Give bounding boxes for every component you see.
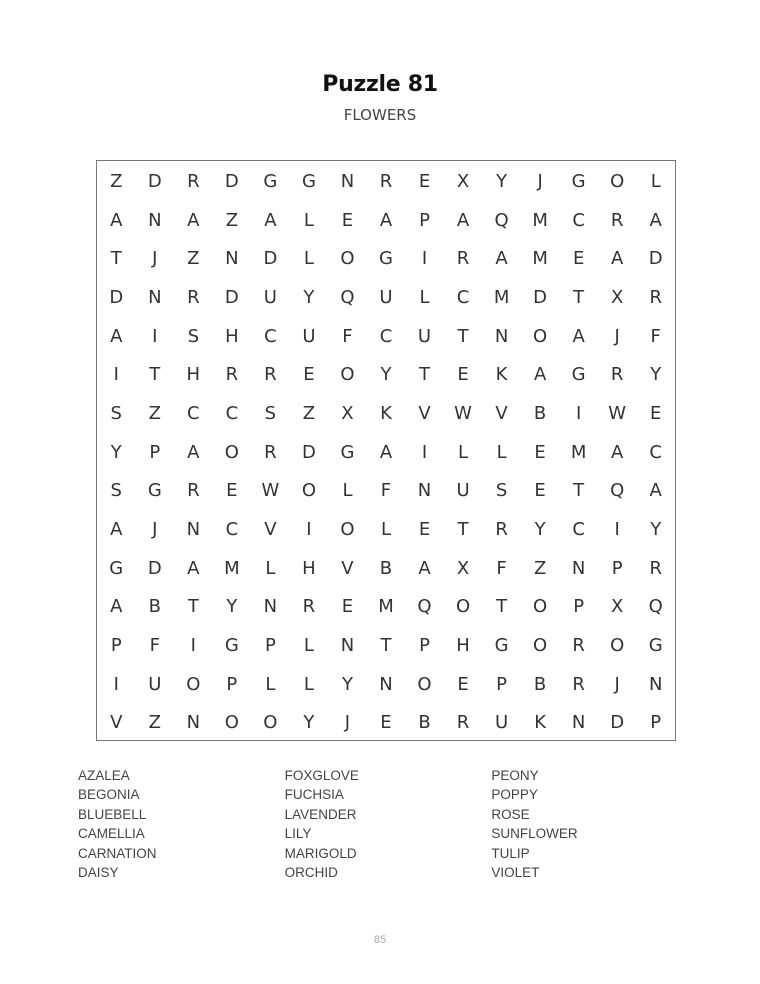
grid-cell[interactable]: R: [456, 712, 470, 734]
grid-cell[interactable]: U: [302, 325, 316, 347]
grid-cell[interactable]: G: [263, 170, 278, 192]
grid-cell[interactable]: O: [455, 596, 471, 618]
grid-cell[interactable]: L: [650, 170, 661, 192]
grid-cell[interactable]: Z: [225, 209, 239, 231]
grid-cell[interactable]: A: [110, 596, 123, 618]
grid-cell[interactable]: Y: [341, 673, 353, 695]
grid-cell[interactable]: P: [496, 673, 507, 695]
grid-cell[interactable]: N: [571, 712, 586, 734]
grid-cell[interactable]: S: [110, 480, 122, 502]
grid-cell[interactable]: F: [380, 480, 392, 502]
grid-cell[interactable]: B: [148, 596, 161, 618]
grid-cell[interactable]: Y: [380, 364, 392, 386]
grid-cell[interactable]: E: [380, 712, 392, 734]
grid-cell[interactable]: S: [187, 325, 200, 347]
grid-cell[interactable]: A: [379, 209, 393, 231]
grid-cell[interactable]: R: [649, 286, 662, 308]
grid-cell[interactable]: O: [340, 248, 355, 270]
grid-cell[interactable]: E: [457, 364, 469, 386]
grid-cell[interactable]: M: [532, 248, 548, 270]
grid-cell[interactable]: D: [109, 286, 124, 308]
grid-cell[interactable]: G: [379, 248, 393, 270]
word-list-item: SUNFLOWER: [491, 826, 578, 842]
grid-row: [97, 626, 675, 665]
grid-cell[interactable]: X: [456, 557, 470, 579]
grid-cell[interactable]: I: [575, 402, 582, 424]
grid-cell[interactable]: N: [340, 635, 355, 657]
grid-cell[interactable]: N: [225, 248, 239, 270]
word-list-item: LAVENDER: [284, 806, 357, 822]
page-number: 85: [373, 934, 387, 946]
grid-cell[interactable]: I: [152, 325, 158, 347]
grid-cell[interactable]: B: [533, 673, 547, 695]
grid-cell[interactable]: T: [496, 596, 508, 618]
grid-cell[interactable]: R: [379, 170, 393, 192]
grid-cell[interactable]: E: [650, 402, 662, 424]
grid-cell[interactable]: N: [571, 557, 586, 579]
grid-cell[interactable]: Y: [110, 441, 122, 463]
grid-cell[interactable]: R: [225, 364, 239, 386]
grid-cell[interactable]: T: [573, 480, 585, 502]
grid-cell[interactable]: R: [264, 364, 277, 386]
grid-cell[interactable]: P: [419, 209, 430, 231]
grid-cell[interactable]: Q: [494, 209, 509, 231]
grid-cell[interactable]: L: [303, 673, 314, 695]
grid-cell[interactable]: X: [611, 596, 624, 618]
grid-cell[interactable]: H: [302, 557, 316, 579]
grid-cell[interactable]: Y: [496, 170, 508, 192]
grid-cell[interactable]: T: [573, 286, 585, 308]
grid-cell[interactable]: U: [456, 480, 470, 502]
grid-cell[interactable]: N: [379, 673, 393, 695]
grid-cell[interactable]: R: [187, 286, 200, 308]
grid-cell[interactable]: L: [303, 209, 314, 231]
grid-cell[interactable]: V: [264, 519, 277, 541]
grid-cell[interactable]: Y: [226, 596, 238, 618]
word-list-item: BLUEBELL: [78, 806, 147, 822]
grid-cell[interactable]: A: [379, 441, 393, 463]
grid-cell[interactable]: Z: [187, 248, 200, 270]
grid-cell[interactable]: M: [570, 441, 587, 463]
grid-cell[interactable]: L: [342, 480, 353, 502]
grid-cell[interactable]: T: [457, 519, 469, 541]
grid-cell[interactable]: M: [224, 557, 240, 579]
grid-cell[interactable]: R: [187, 170, 200, 192]
grid-row: [97, 433, 675, 472]
word-list-column: [285, 766, 492, 882]
grid-cell[interactable]: W: [454, 402, 472, 424]
word-list-item: POPPY: [491, 787, 538, 803]
grid-cell[interactable]: Y: [303, 286, 315, 308]
grid-cell[interactable]: G: [571, 170, 586, 192]
grid-cell[interactable]: I: [113, 673, 119, 695]
grid-cell[interactable]: D: [610, 712, 625, 734]
grid-cell[interactable]: T: [149, 364, 161, 386]
grid-cell[interactable]: D: [648, 248, 663, 270]
grid-cell[interactable]: R: [649, 557, 662, 579]
grid-cell[interactable]: C: [572, 209, 585, 231]
grid-cell[interactable]: R: [495, 519, 508, 541]
grid-cell[interactable]: Y: [650, 519, 662, 541]
grid-cell[interactable]: E: [303, 364, 315, 386]
word-list-item: LILY: [284, 826, 312, 842]
grid-cell[interactable]: O: [610, 170, 625, 192]
grid-cell[interactable]: P: [573, 596, 585, 618]
grid-row: [97, 704, 675, 743]
grid-cell[interactable]: J: [537, 170, 543, 192]
grid-cell[interactable]: D: [533, 286, 548, 308]
grid-cell[interactable]: L: [303, 248, 314, 270]
word-list-item: BEGONIA: [78, 787, 140, 803]
grid-cell[interactable]: E: [418, 519, 431, 541]
grid-cell[interactable]: W: [261, 480, 280, 502]
word-list-column: [491, 766, 698, 882]
grid-cell[interactable]: E: [226, 480, 238, 502]
grid-cell[interactable]: O: [186, 673, 201, 695]
grid-cell[interactable]: Z: [533, 557, 547, 579]
grid-cell[interactable]: A: [187, 209, 200, 231]
puzzle-subtitle: FLOWERS: [343, 106, 417, 124]
grid-cell[interactable]: L: [265, 673, 276, 695]
grid-cell[interactable]: B: [533, 402, 547, 424]
grid-cell[interactable]: A: [110, 325, 123, 347]
grid-cell[interactable]: Y: [303, 712, 315, 734]
grid-cell[interactable]: F: [496, 557, 507, 579]
grid-cell[interactable]: E: [341, 596, 354, 618]
grid-cell[interactable]: P: [110, 635, 122, 657]
grid-cell[interactable]: S: [264, 402, 277, 424]
grid-row: [97, 394, 675, 433]
grid-cell[interactable]: L: [380, 519, 391, 541]
grid-cell[interactable]: M: [378, 596, 394, 618]
grid-cell[interactable]: A: [187, 557, 200, 579]
grid-cell[interactable]: V: [341, 557, 354, 579]
grid-cell[interactable]: P: [264, 635, 276, 657]
word-list-item: CAMELLIA: [78, 826, 145, 842]
grid-cell[interactable]: P: [611, 557, 623, 579]
grid-cell[interactable]: D: [147, 557, 162, 579]
grid-cell[interactable]: L: [458, 441, 469, 463]
grid-cell[interactable]: N: [148, 286, 162, 308]
grid-cell[interactable]: J: [614, 673, 620, 695]
grid-cell[interactable]: D: [224, 170, 239, 192]
grid-cell[interactable]: N: [148, 209, 162, 231]
grid-cell[interactable]: N: [263, 596, 278, 618]
grid-row: [97, 665, 675, 704]
word-list-item: CARNATION: [78, 845, 157, 861]
word-list-item: AZALEA: [78, 768, 130, 783]
grid-cell[interactable]: R: [302, 596, 316, 618]
grid-cell[interactable]: G: [224, 635, 239, 657]
grid-cell[interactable]: F: [342, 325, 353, 347]
grid-cell[interactable]: A: [649, 209, 662, 231]
grid-cell[interactable]: P: [650, 712, 662, 734]
grid-cell[interactable]: N: [494, 325, 509, 347]
grid-cell[interactable]: G: [571, 364, 586, 386]
grid-cell[interactable]: O: [533, 635, 548, 657]
grid-row: [97, 472, 675, 511]
grid-cell[interactable]: T: [187, 596, 199, 618]
grid-cell[interactable]: V: [110, 712, 123, 734]
grid-cell[interactable]: I: [421, 248, 428, 270]
grid-cell[interactable]: C: [225, 519, 239, 541]
grid-cell[interactable]: E: [534, 441, 546, 463]
word-list-item: TULIP: [491, 845, 530, 861]
grid-cell[interactable]: C: [225, 402, 239, 424]
grid-cell[interactable]: T: [110, 248, 122, 270]
grid-cell[interactable]: G: [340, 441, 355, 463]
grid-cell[interactable]: J: [152, 248, 158, 270]
grid-cell[interactable]: A: [110, 519, 123, 541]
grid-cell[interactable]: I: [421, 441, 428, 463]
grid-cell[interactable]: A: [187, 441, 200, 463]
grid-row: [97, 588, 675, 627]
grid-cell[interactable]: Z: [148, 402, 161, 424]
grid-cell[interactable]: R: [572, 635, 585, 657]
grid-cell[interactable]: U: [379, 286, 393, 308]
grid-cell[interactable]: I: [190, 635, 196, 657]
grid-cell[interactable]: F: [650, 325, 661, 347]
grid-cell[interactable]: A: [611, 248, 624, 270]
word-list-item: FUCHSIA: [284, 787, 344, 803]
grid-cell[interactable]: L: [496, 441, 507, 463]
grid-row: [97, 201, 675, 240]
grid-cell[interactable]: R: [264, 441, 277, 463]
word-list-item: DAISY: [78, 864, 119, 880]
grid-cell[interactable]: A: [264, 209, 277, 231]
grid-cell[interactable]: Y: [534, 519, 546, 541]
grid-cell[interactable]: K: [380, 402, 392, 424]
grid-cell[interactable]: C: [379, 325, 393, 347]
grid-cell[interactable]: G: [301, 170, 316, 192]
grid-cell[interactable]: V: [495, 402, 508, 424]
grid-cell[interactable]: O: [533, 596, 548, 618]
grid-row: [97, 239, 675, 278]
grid-cell[interactable]: J: [614, 325, 620, 347]
grid-cell[interactable]: P: [419, 635, 430, 657]
grid-cell[interactable]: Q: [417, 596, 432, 618]
grid-cell[interactable]: A: [611, 441, 624, 463]
grid-cell[interactable]: E: [457, 673, 469, 695]
grid-cell[interactable]: E: [534, 480, 546, 502]
grid-cell[interactable]: N: [186, 712, 201, 734]
grid-cell[interactable]: Z: [302, 402, 316, 424]
grid-cell[interactable]: G: [109, 557, 124, 579]
word-list-item: MARIGOLD: [284, 845, 357, 861]
grid-row: [97, 162, 675, 201]
grid-cell[interactable]: A: [110, 209, 123, 231]
grid-cell[interactable]: G: [494, 635, 509, 657]
grid-cell[interactable]: R: [610, 209, 624, 231]
grid-cell[interactable]: C: [456, 286, 470, 308]
grid-cell[interactable]: N: [648, 673, 663, 695]
grid-cell[interactable]: N: [417, 480, 432, 502]
grid-cell[interactable]: O: [340, 519, 355, 541]
grid-cell[interactable]: N: [340, 170, 355, 192]
grid-cell[interactable]: A: [572, 325, 585, 347]
grid-cell[interactable]: E: [341, 209, 354, 231]
grid-cell[interactable]: H: [225, 325, 239, 347]
grid-cell[interactable]: X: [341, 402, 354, 424]
grid-cell[interactable]: O: [533, 325, 548, 347]
grid-cell[interactable]: O: [340, 364, 355, 386]
word-search-grid: [96, 160, 676, 741]
grid-cell[interactable]: O: [417, 673, 432, 695]
grid-cell[interactable]: A: [649, 480, 662, 502]
word-list-item: FOXGLOVE: [284, 768, 359, 783]
grid-cell[interactable]: R: [610, 364, 624, 386]
grid-cell[interactable]: X: [456, 170, 470, 192]
grid-row: [97, 317, 675, 356]
grid-cell[interactable]: U: [263, 286, 277, 308]
grid-cell[interactable]: Z: [148, 712, 161, 734]
grid-cell[interactable]: D: [301, 441, 316, 463]
grid-cell[interactable]: T: [380, 635, 392, 657]
grid-cell[interactable]: C: [649, 441, 662, 463]
grid-cell[interactable]: L: [265, 557, 276, 579]
word-list: [78, 766, 698, 882]
grid-row: [97, 355, 675, 394]
grid-cell[interactable]: C: [572, 519, 585, 541]
grid-row: [97, 549, 675, 588]
grid-cell[interactable]: D: [147, 170, 162, 192]
grid-cell[interactable]: P: [226, 673, 238, 695]
grid-cell[interactable]: Q: [648, 596, 663, 618]
grid-cell[interactable]: X: [611, 286, 624, 308]
grid-cell[interactable]: F: [149, 635, 160, 657]
grid-cell[interactable]: T: [419, 364, 431, 386]
grid-cell[interactable]: Y: [650, 364, 662, 386]
word-list-item: VIOLET: [491, 864, 540, 880]
word-list-item: ROSE: [491, 806, 530, 822]
grid-cell[interactable]: Z: [110, 170, 123, 192]
grid-cell[interactable]: Q: [340, 286, 355, 308]
grid-cell[interactable]: I: [306, 519, 312, 541]
grid-row: [97, 510, 675, 549]
puzzle-title: Puzzle 81: [322, 72, 438, 97]
grid-cell[interactable]: L: [419, 286, 430, 308]
grid-cell[interactable]: C: [187, 402, 200, 424]
grid-cell[interactable]: J: [152, 519, 158, 541]
grid-cell[interactable]: S: [110, 402, 122, 424]
grid-cell[interactable]: A: [456, 209, 470, 231]
grid-cell[interactable]: R: [187, 480, 200, 502]
grid-cell[interactable]: G: [648, 635, 663, 657]
grid-cell[interactable]: P: [149, 441, 161, 463]
grid-cell[interactable]: Q: [610, 480, 625, 502]
grid-cell[interactable]: I: [614, 519, 620, 541]
grid-cell[interactable]: K: [534, 712, 547, 734]
grid-cell[interactable]: N: [186, 519, 201, 541]
grid-cell[interactable]: U: [417, 325, 432, 347]
grid-cell[interactable]: K: [495, 364, 508, 386]
grid-cell[interactable]: D: [263, 248, 278, 270]
word-list-item: ORCHID: [284, 864, 338, 880]
grid-cell[interactable]: O: [301, 480, 316, 502]
grid-cell[interactable]: U: [494, 712, 509, 734]
grid-cell[interactable]: G: [147, 480, 162, 502]
word-list-column: [78, 766, 285, 882]
grid-cell[interactable]: U: [148, 673, 162, 695]
grid-cell[interactable]: V: [418, 402, 431, 424]
grid-cell[interactable]: A: [533, 364, 547, 386]
grid-cell[interactable]: E: [418, 170, 431, 192]
grid-cell[interactable]: O: [610, 635, 625, 657]
grid-cell[interactable]: A: [495, 248, 508, 270]
grid-cell[interactable]: B: [418, 712, 431, 734]
grid-cell[interactable]: O: [224, 712, 239, 734]
grid-cell[interactable]: M: [532, 209, 548, 231]
grid-cell[interactable]: T: [457, 325, 469, 347]
grid-cell[interactable]: L: [303, 635, 314, 657]
grid-cell[interactable]: J: [344, 712, 351, 734]
grid-cell[interactable]: H: [456, 635, 470, 657]
grid-cell[interactable]: H: [186, 364, 201, 386]
grid-cell[interactable]: C: [264, 325, 277, 347]
grid-cell[interactable]: O: [263, 712, 278, 734]
grid-cell[interactable]: B: [379, 557, 393, 579]
grid-cell[interactable]: R: [572, 673, 585, 695]
grid-row: [97, 278, 675, 317]
grid-cell[interactable]: R: [456, 248, 470, 270]
grid-cell[interactable]: D: [224, 286, 239, 308]
grid-cell[interactable]: S: [495, 480, 508, 502]
grid-cell[interactable]: E: [572, 248, 585, 270]
grid-cell[interactable]: I: [113, 364, 119, 386]
grid-cell[interactable]: A: [418, 557, 431, 579]
grid-cell[interactable]: O: [224, 441, 239, 463]
grid-cell[interactable]: W: [608, 402, 627, 424]
word-list-item: PEONY: [491, 768, 539, 783]
grid-cell[interactable]: M: [493, 286, 510, 308]
